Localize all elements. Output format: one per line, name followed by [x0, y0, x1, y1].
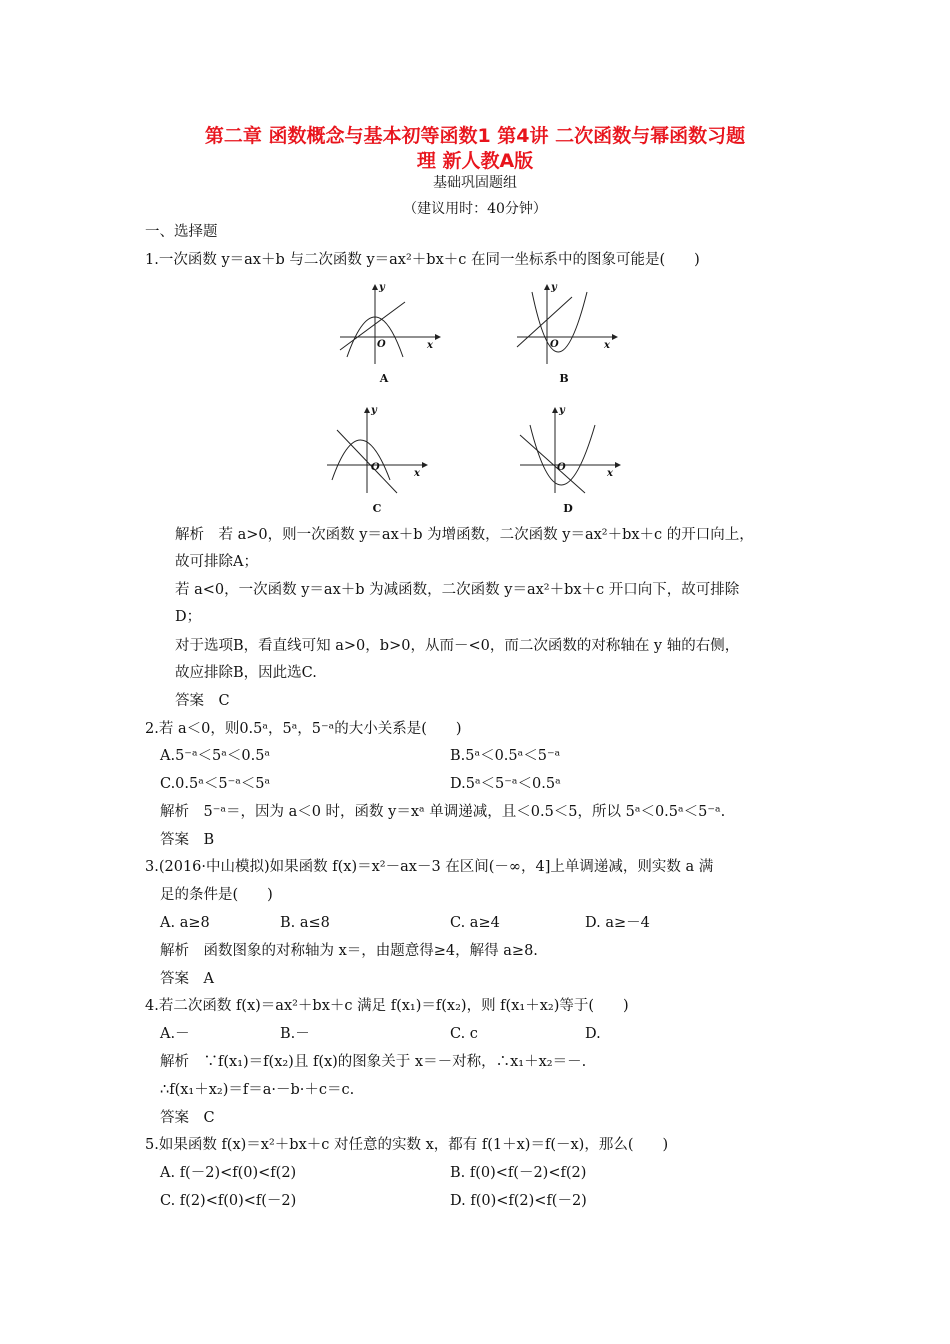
graph-a-label: A [379, 372, 389, 385]
graph-a [335, 282, 445, 367]
q2-option-a: A.5⁻ᵃ＜5ᵃ＜0.5ᵃ [160, 748, 271, 764]
q2-analysis: 解析 5⁻ᵃ＝，因为 a＜0 时，函数 y＝xᵃ 单调递减，且＜0.5＜5，所以 5ᵃ＜0.5ᵃ＜5⁻ᵃ. [160, 804, 726, 820]
graph-b-x-label: x [604, 340, 610, 351]
q4-answer: 答案 C [160, 1110, 215, 1126]
q3-analysis: 解析 函数图象的对称轴为 x＝，由题意得≥4，解得 a≥8. [160, 943, 538, 959]
graph-c-x-label: x [414, 468, 420, 479]
graph-c [322, 405, 432, 495]
q2-option-c: C.0.5ᵃ＜5⁻ᵃ＜5ᵃ [160, 776, 271, 792]
graph-a-x-label: x [427, 340, 433, 351]
subtitle: 基础巩固题组 [433, 175, 517, 191]
q3-option-d: D. a≥－4 [585, 915, 650, 931]
graph-a-y-label: y [379, 282, 385, 293]
q5-stem: 5.如果函数 f(x)＝x²＋bx＋c 对任意的实数 x，都有 f(1＋x)＝f(－x)，那么( ) [145, 1137, 669, 1153]
q2-answer: 答案 B [160, 832, 215, 848]
graph-c-origin: O [371, 462, 380, 473]
q2-option-d: D.5ᵃ＜5⁻ᵃ＜0.5ᵃ [450, 776, 561, 792]
graph-d-x-label: x [607, 468, 613, 479]
graph-b-origin: O [550, 339, 559, 350]
q3-option-c: C. a≥4 [450, 915, 500, 931]
q1-analysis-line: 故应排除B，因此选C. [175, 665, 317, 681]
q1-analysis-line: 故可排除A； [175, 554, 258, 570]
q1-analysis-line: 解析 若 a>0，则一次函数 y＝ax＋b 为增函数，二次函数 y＝ax²＋bx＋c 的开口向上， [175, 527, 754, 543]
graph-c-label: C [372, 502, 382, 515]
q5-option-c: C. f(2)<f(0)<f(－2) [160, 1193, 297, 1209]
q5-option-b: B. f(0)<f(－2)<f(2) [450, 1165, 587, 1181]
q3-stem-line2: 足的条件是( ) [160, 887, 273, 903]
q1-analysis-line: 若 a<0，一次函数 y＝ax＋b 为减函数，二次函数 y＝ax²＋bx＋c 开口向下，故可排除 [175, 582, 740, 598]
graph-b-label: B [559, 372, 569, 385]
graph-d [515, 405, 625, 495]
q2-stem: 2.若 a＜0，则0.5ᵃ，5ᵃ，5⁻ᵃ的大小关系是( ) [145, 721, 462, 737]
q4-stem: 4.若二次函数 f(x)＝ax²＋bx＋c 满足 f(x₁)＝f(x₂)，则 f(x₁＋x₂)等于( ) [145, 998, 629, 1014]
graph-d-y-label: y [559, 405, 565, 416]
q3-option-b: B. a≤8 [280, 915, 330, 931]
q4-option-a: A.－ [160, 1026, 190, 1042]
q5-option-a: A. f(－2)<f(0)<f(2) [160, 1165, 297, 1181]
time-hint: （建议用时：40分钟） [403, 201, 547, 217]
q1-answer: 答案 C [175, 693, 230, 709]
q5-option-d: D. f(0)<f(2)<f(－2) [450, 1193, 587, 1209]
q2-option-b: B.5ᵃ＜0.5ᵃ＜5⁻ᵃ [450, 748, 561, 764]
graph-b [512, 282, 622, 367]
q4-option-c: C. c [450, 1026, 478, 1042]
graph-c-y-label: y [371, 405, 377, 416]
graph-d-origin: O [557, 462, 566, 473]
q4-analysis-line1: 解析 ∵f(x₁)＝f(x₂)且 f(x)的图象关于 x＝－对称，∴x₁＋x₂＝－. [160, 1054, 587, 1070]
doc-title-line2: 理 新人教A版 [416, 150, 534, 172]
q3-option-a: A. a≥8 [160, 915, 210, 931]
q4-analysis-line2: ∴f(x₁＋x₂)＝f＝a·－b·＋c＝c. [160, 1082, 355, 1098]
section-heading: 一、选择题 [145, 224, 218, 240]
q1-stem: 1.一次函数 y＝ax＋b 与二次函数 y＝ax²＋bx＋c 在同一坐标系中的图象可能是( ) [145, 252, 700, 268]
q3-stem-line1: 3.(2016·中山模拟)如果函数 f(x)＝x²－ax－3 在区间(－∞，4]上单调递减，则实数 a 满 [145, 859, 714, 875]
graph-b-y-label: y [551, 282, 557, 293]
q3-answer: 答案 A [160, 971, 214, 987]
q1-analysis-line: D； [175, 609, 202, 625]
q4-option-b: B.－ [280, 1026, 310, 1042]
doc-title-line1: 第二章 函数概念与基本初等函数1 第4讲 二次函数与幂函数习题 [204, 125, 746, 147]
q1-analysis-line: 对于选项B，看直线可知 a>0，b>0，从而－<0，而二次函数的对称轴在 y 轴的右侧， [175, 638, 740, 654]
graph-d-label: D [563, 502, 573, 515]
graph-a-origin: O [377, 339, 386, 350]
q4-option-d: D. [585, 1026, 601, 1042]
